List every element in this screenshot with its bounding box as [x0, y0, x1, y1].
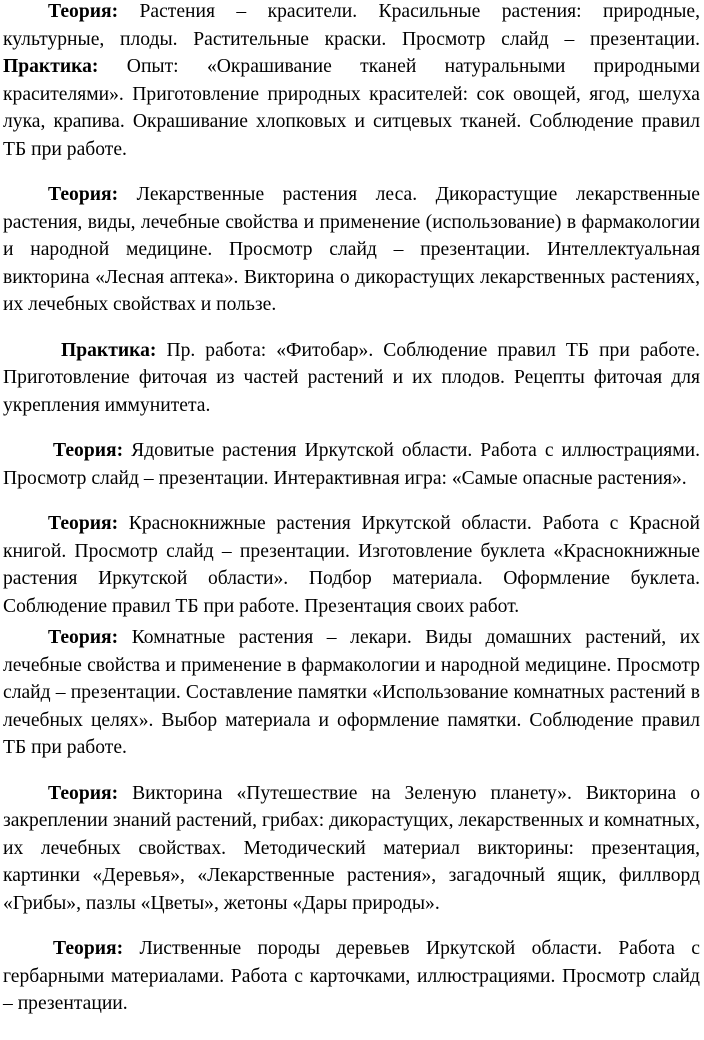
- theory-label: Теория:: [48, 513, 119, 534]
- paragraph-text: Пр. работа: «Фитобар». Соблюдение правил ТБ при работе. Приготовление фиточая из частей растений и их плодов. Рецепты фиточая для укрепления иммунитета.: [3, 339, 700, 416]
- paragraph-quiz: [3, 780, 700, 918]
- paragraph-poisonous: [3, 437, 700, 492]
- theory-label: Теория:: [53, 938, 124, 959]
- paragraph-text: Лиственные породы деревьев Иркутской области. Работа с гербарными материалами. Работа с карточками, иллюстрациями. Просмотр слайд – презентации.: [3, 938, 700, 1014]
- theory-label: Теория:: [48, 184, 119, 205]
- paragraph-houseplants: [3, 624, 700, 762]
- paragraph-phytobar: [3, 337, 700, 420]
- practice-label: Практика:: [3, 56, 99, 77]
- paragraph-red-book: [3, 510, 700, 620]
- paragraph-text: Ядовитые растения Иркутской области. Работа с иллюстрациями. Просмотр слайд – презентации. Интерактивная игра: «Самые опасные растения».: [3, 440, 700, 489]
- paragraph-text: Викторина «Путешествие на Зеленую планету». Викторина о закреплении знаний растений, грибах: дикорастущих, лекарственных и комнатных, их лечебных свойствах. Методический материал викторины: презентация, картинки «Деревья», «Лекарственные растения», загадочный ящик, филлворд «Грибы», пазлы «Цветы», жетоны «Дары природы».: [3, 782, 700, 914]
- paragraph-text: Лекарственные растения леса. Дикорастущие лекарственные растения, виды, лечебные свойства и применение (использование) в фармакологии и народной медицине. Просмотр слайд – презентации. Интеллектуальная викторина «Лесная аптека». Викторина о дикорастущих лекарственных растениях, их лечебных свойствах и пользе.: [3, 184, 700, 315]
- paragraph-text: Комнатные растения – лекари. Виды домашних растений, их лечебные свойства и применение в фармакологии и народной медицине. Просмотр слайд – презентации. Составление памятки «Использование комнатных растений в лечебных целях». Выбор материала и оформление памятки. Соблюдение правил ТБ при работе.: [3, 627, 700, 758]
- paragraph-dyes: [3, 0, 700, 163]
- theory-label: Теория:: [48, 627, 119, 648]
- paragraph-text: Опыт: «Окрашивание тканей натуральными природными красителями». Приготовление природных красителей: сок овощей, ягод, шелуха лука, крапива. Окрашивание хлопковых и ситцевых тканей. Соблюдение правил ТБ при работе.: [3, 56, 700, 160]
- theory-label: Теория:: [48, 1, 119, 22]
- paragraph-text: Краснокнижные растения Иркутской области. Работа с Красной книгой. Просмотр слайд – презентации. Изготовление буклета «Краснокнижные растения Иркутской области». Подбор материала. Оформление буклета. Соблюдение правил ТБ при работе. Презентация своих работ.: [3, 513, 700, 617]
- paragraph-medicinal-forest: [3, 181, 700, 319]
- theory-label: Теория:: [53, 440, 124, 461]
- paragraph-deciduous-trees: [3, 935, 700, 1018]
- paragraph-text: Растения – красители. Красильные растения: природные, культурные, плоды. Растительные краски. Просмотр слайд – презентации.: [3, 1, 700, 50]
- practice-label: Практика:: [61, 339, 157, 361]
- theory-label: Теория:: [48, 782, 119, 804]
